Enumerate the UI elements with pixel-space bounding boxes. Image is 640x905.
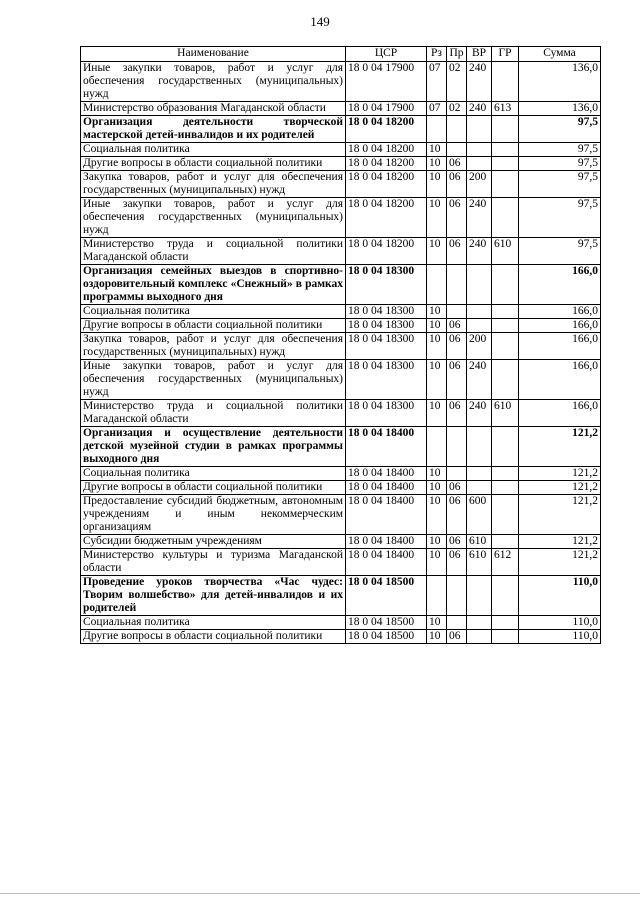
cell-csr: 18 0 04 18500	[346, 576, 427, 616]
cell-vr	[467, 305, 492, 319]
cell-vr	[467, 319, 492, 333]
cell-vr: 240	[467, 198, 492, 238]
cell-sum: 97,5	[519, 143, 601, 157]
cell-csr: 18 0 04 18200	[346, 171, 427, 198]
cell-pr	[447, 467, 467, 481]
table-row	[81, 171, 601, 198]
cell-gr	[492, 198, 519, 238]
cell-name: Иные закупки товаров, работ и услуг для обеспечения государственных (муниципальных) нужд	[81, 198, 346, 238]
cell-gr	[492, 265, 519, 305]
cell-rz: 10	[427, 157, 447, 171]
cell-vr: 240	[467, 400, 492, 427]
cell-csr: 18 0 04 18400	[346, 467, 427, 481]
cell-sum: 136,0	[519, 62, 601, 102]
cell-vr	[467, 116, 492, 143]
cell-rz: 10	[427, 143, 447, 157]
budget-table	[80, 46, 601, 644]
cell-rz	[427, 265, 447, 305]
cell-sum: 97,5	[519, 157, 601, 171]
cell-vr: 200	[467, 171, 492, 198]
cell-sum: 121,2	[519, 481, 601, 495]
column-header-sum: Сумма	[519, 47, 601, 62]
cell-name: Организация и осуществление деятельности детской музейной студии в рамках программы выходного дня	[81, 427, 346, 467]
cell-csr: 18 0 04 18300	[346, 400, 427, 427]
cell-pr	[447, 143, 467, 157]
table-header-row	[81, 47, 601, 62]
cell-sum: 97,5	[519, 238, 601, 265]
cell-gr	[492, 630, 519, 644]
cell-pr	[447, 116, 467, 143]
cell-csr: 18 0 04 18300	[346, 265, 427, 305]
cell-sum: 121,2	[519, 535, 601, 549]
cell-pr: 06	[447, 171, 467, 198]
cell-vr: 240	[467, 360, 492, 400]
table-row	[81, 319, 601, 333]
table-row	[81, 549, 601, 576]
cell-gr: 610	[492, 238, 519, 265]
cell-csr: 18 0 04 18200	[346, 238, 427, 265]
cell-sum: 166,0	[519, 400, 601, 427]
cell-vr: 610	[467, 535, 492, 549]
cell-rz	[427, 116, 447, 143]
table-row	[81, 102, 601, 116]
cell-sum: 110,0	[519, 630, 601, 644]
cell-pr	[447, 616, 467, 630]
cell-csr: 18 0 04 18200	[346, 198, 427, 238]
table-row	[81, 535, 601, 549]
cell-vr	[467, 143, 492, 157]
cell-gr	[492, 495, 519, 535]
cell-rz: 10	[427, 400, 447, 427]
cell-name: Социальная политика	[81, 616, 346, 630]
cell-rz: 10	[427, 535, 447, 549]
cell-sum: 121,2	[519, 549, 601, 576]
cell-name: Организация семейных выездов в спортивно-оздоровительный комплекс «Снежный» в рамках программы выходного дня	[81, 265, 346, 305]
cell-gr	[492, 157, 519, 171]
table-row	[81, 576, 601, 616]
cell-vr: 610	[467, 549, 492, 576]
table-body	[81, 62, 601, 644]
cell-gr	[492, 427, 519, 467]
cell-pr: 06	[447, 549, 467, 576]
cell-name: Организация деятельности творческой мастерской детей-инвалидов и их родителей	[81, 116, 346, 143]
cell-pr: 06	[447, 333, 467, 360]
cell-csr: 18 0 04 18400	[346, 535, 427, 549]
cell-rz: 07	[427, 102, 447, 116]
cell-csr: 18 0 04 17900	[346, 62, 427, 102]
cell-gr	[492, 171, 519, 198]
cell-name: Министерство образования Магаданской области	[81, 102, 346, 116]
table-row	[81, 333, 601, 360]
cell-csr: 18 0 04 18300	[346, 305, 427, 319]
cell-rz: 07	[427, 62, 447, 102]
cell-vr: 200	[467, 333, 492, 360]
cell-name: Министерство труда и социальной политики Магаданской области	[81, 238, 346, 265]
cell-sum: 110,0	[519, 616, 601, 630]
cell-csr: 18 0 04 18400	[346, 427, 427, 467]
cell-gr	[492, 616, 519, 630]
cell-name: Другие вопросы в области социальной политики	[81, 630, 346, 644]
column-header-vr: ВР	[467, 47, 492, 62]
cell-gr	[492, 305, 519, 319]
cell-vr: 600	[467, 495, 492, 535]
cell-name: Закупка товаров, работ и услуг для обеспечения государственных (муниципальных) нужд	[81, 333, 346, 360]
cell-vr	[467, 630, 492, 644]
cell-rz: 10	[427, 467, 447, 481]
cell-gr	[492, 116, 519, 143]
cell-rz: 10	[427, 495, 447, 535]
table-row	[81, 481, 601, 495]
cell-sum: 121,2	[519, 427, 601, 467]
cell-rz: 10	[427, 319, 447, 333]
table-row	[81, 157, 601, 171]
cell-pr: 06	[447, 360, 467, 400]
cell-rz	[427, 427, 447, 467]
cell-csr: 18 0 04 18200	[346, 116, 427, 143]
table-row	[81, 360, 601, 400]
cell-rz: 10	[427, 333, 447, 360]
cell-pr	[447, 265, 467, 305]
cell-csr: 18 0 04 18300	[346, 333, 427, 360]
table-row	[81, 616, 601, 630]
cell-name: Социальная политика	[81, 467, 346, 481]
cell-name: Субсидии бюджетным учреждениям	[81, 535, 346, 549]
cell-name: Социальная политика	[81, 305, 346, 319]
cell-pr	[447, 427, 467, 467]
table-row	[81, 427, 601, 467]
cell-vr: 240	[467, 102, 492, 116]
cell-sum: 136,0	[519, 102, 601, 116]
cell-pr: 06	[447, 238, 467, 265]
cell-gr: 610	[492, 400, 519, 427]
cell-sum: 97,5	[519, 171, 601, 198]
cell-csr: 18 0 04 17900	[346, 102, 427, 116]
cell-csr: 18 0 04 18200	[346, 143, 427, 157]
cell-pr: 06	[447, 319, 467, 333]
table-row	[81, 630, 601, 644]
cell-gr: 612	[492, 549, 519, 576]
cell-name: Другие вопросы в области социальной политики	[81, 157, 346, 171]
cell-name: Проведение уроков творчества «Час чудес: Творим волшебство» для детей-инвалидов и их родителей	[81, 576, 346, 616]
cell-pr: 06	[447, 157, 467, 171]
cell-vr	[467, 467, 492, 481]
cell-rz: 10	[427, 549, 447, 576]
cell-gr	[492, 576, 519, 616]
cell-rz: 10	[427, 481, 447, 495]
cell-sum: 110,0	[519, 576, 601, 616]
table-row	[81, 305, 601, 319]
cell-sum: 121,2	[519, 495, 601, 535]
cell-gr	[492, 360, 519, 400]
cell-rz: 10	[427, 630, 447, 644]
table-row	[81, 467, 601, 481]
cell-pr	[447, 576, 467, 616]
cell-csr: 18 0 04 18300	[346, 319, 427, 333]
cell-csr: 18 0 04 18500	[346, 630, 427, 644]
cell-vr	[467, 265, 492, 305]
cell-name: Предоставление субсидий бюджетным, автономным учреждениям и иным некоммерческим организациям	[81, 495, 346, 535]
cell-pr: 06	[447, 630, 467, 644]
cell-rz: 10	[427, 616, 447, 630]
cell-csr: 18 0 04 18400	[346, 495, 427, 535]
cell-name: Иные закупки товаров, работ и услуг для обеспечения государственных (муниципальных) нужд	[81, 360, 346, 400]
cell-csr: 18 0 04 18400	[346, 481, 427, 495]
cell-name: Закупка товаров, работ и услуг для обеспечения государственных (муниципальных) нужд	[81, 171, 346, 198]
cell-pr	[447, 305, 467, 319]
table-row	[81, 495, 601, 535]
cell-rz: 10	[427, 305, 447, 319]
cell-name: Другие вопросы в области социальной политики	[81, 481, 346, 495]
cell-sum: 166,0	[519, 360, 601, 400]
cell-name: Министерство труда и социальной политики Магаданской области	[81, 400, 346, 427]
column-header-gr: ГР	[492, 47, 519, 62]
cell-name: Министерство культуры и туризма Магаданской области	[81, 549, 346, 576]
cell-sum: 166,0	[519, 305, 601, 319]
cell-sum: 121,2	[519, 467, 601, 481]
cell-pr: 02	[447, 102, 467, 116]
column-header-rz: Рз	[427, 47, 447, 62]
cell-vr	[467, 576, 492, 616]
cell-gr	[492, 535, 519, 549]
cell-gr	[492, 481, 519, 495]
column-header-pr: Пр	[447, 47, 467, 62]
table-row	[81, 116, 601, 143]
cell-pr: 06	[447, 400, 467, 427]
cell-vr	[467, 616, 492, 630]
cell-csr: 18 0 04 18400	[346, 549, 427, 576]
cell-csr: 18 0 04 18500	[346, 616, 427, 630]
cell-rz	[427, 576, 447, 616]
table-row	[81, 62, 601, 102]
column-header-name: Наименование	[81, 47, 346, 62]
cell-sum: 166,0	[519, 333, 601, 360]
cell-pr: 06	[447, 481, 467, 495]
table-row	[81, 143, 601, 157]
cell-pr: 06	[447, 535, 467, 549]
cell-gr	[492, 467, 519, 481]
table-row	[81, 198, 601, 238]
cell-gr	[492, 319, 519, 333]
page-bottom-rule	[0, 893, 640, 894]
cell-pr: 06	[447, 495, 467, 535]
table-row	[81, 400, 601, 427]
cell-csr: 18 0 04 18300	[346, 360, 427, 400]
cell-vr: 240	[467, 62, 492, 102]
cell-rz: 10	[427, 198, 447, 238]
cell-sum: 97,5	[519, 116, 601, 143]
cell-gr	[492, 62, 519, 102]
cell-gr: 613	[492, 102, 519, 116]
cell-vr	[467, 427, 492, 467]
cell-gr	[492, 333, 519, 360]
cell-rz: 10	[427, 171, 447, 198]
cell-name: Иные закупки товаров, работ и услуг для обеспечения государственных (муниципальных) нужд	[81, 62, 346, 102]
cell-sum: 166,0	[519, 265, 601, 305]
cell-pr: 02	[447, 62, 467, 102]
column-header-csr: ЦСР	[346, 47, 427, 62]
cell-name: Социальная политика	[81, 143, 346, 157]
cell-rz: 10	[427, 238, 447, 265]
cell-pr: 06	[447, 198, 467, 238]
cell-vr	[467, 481, 492, 495]
cell-name: Другие вопросы в области социальной политики	[81, 319, 346, 333]
table-row	[81, 238, 601, 265]
cell-gr	[492, 143, 519, 157]
cell-sum: 166,0	[519, 319, 601, 333]
cell-sum: 97,5	[519, 198, 601, 238]
cell-rz: 10	[427, 360, 447, 400]
page-number: 149	[310, 14, 330, 29]
cell-vr	[467, 157, 492, 171]
table-row	[81, 265, 601, 305]
cell-vr: 240	[467, 238, 492, 265]
cell-csr: 18 0 04 18200	[346, 157, 427, 171]
